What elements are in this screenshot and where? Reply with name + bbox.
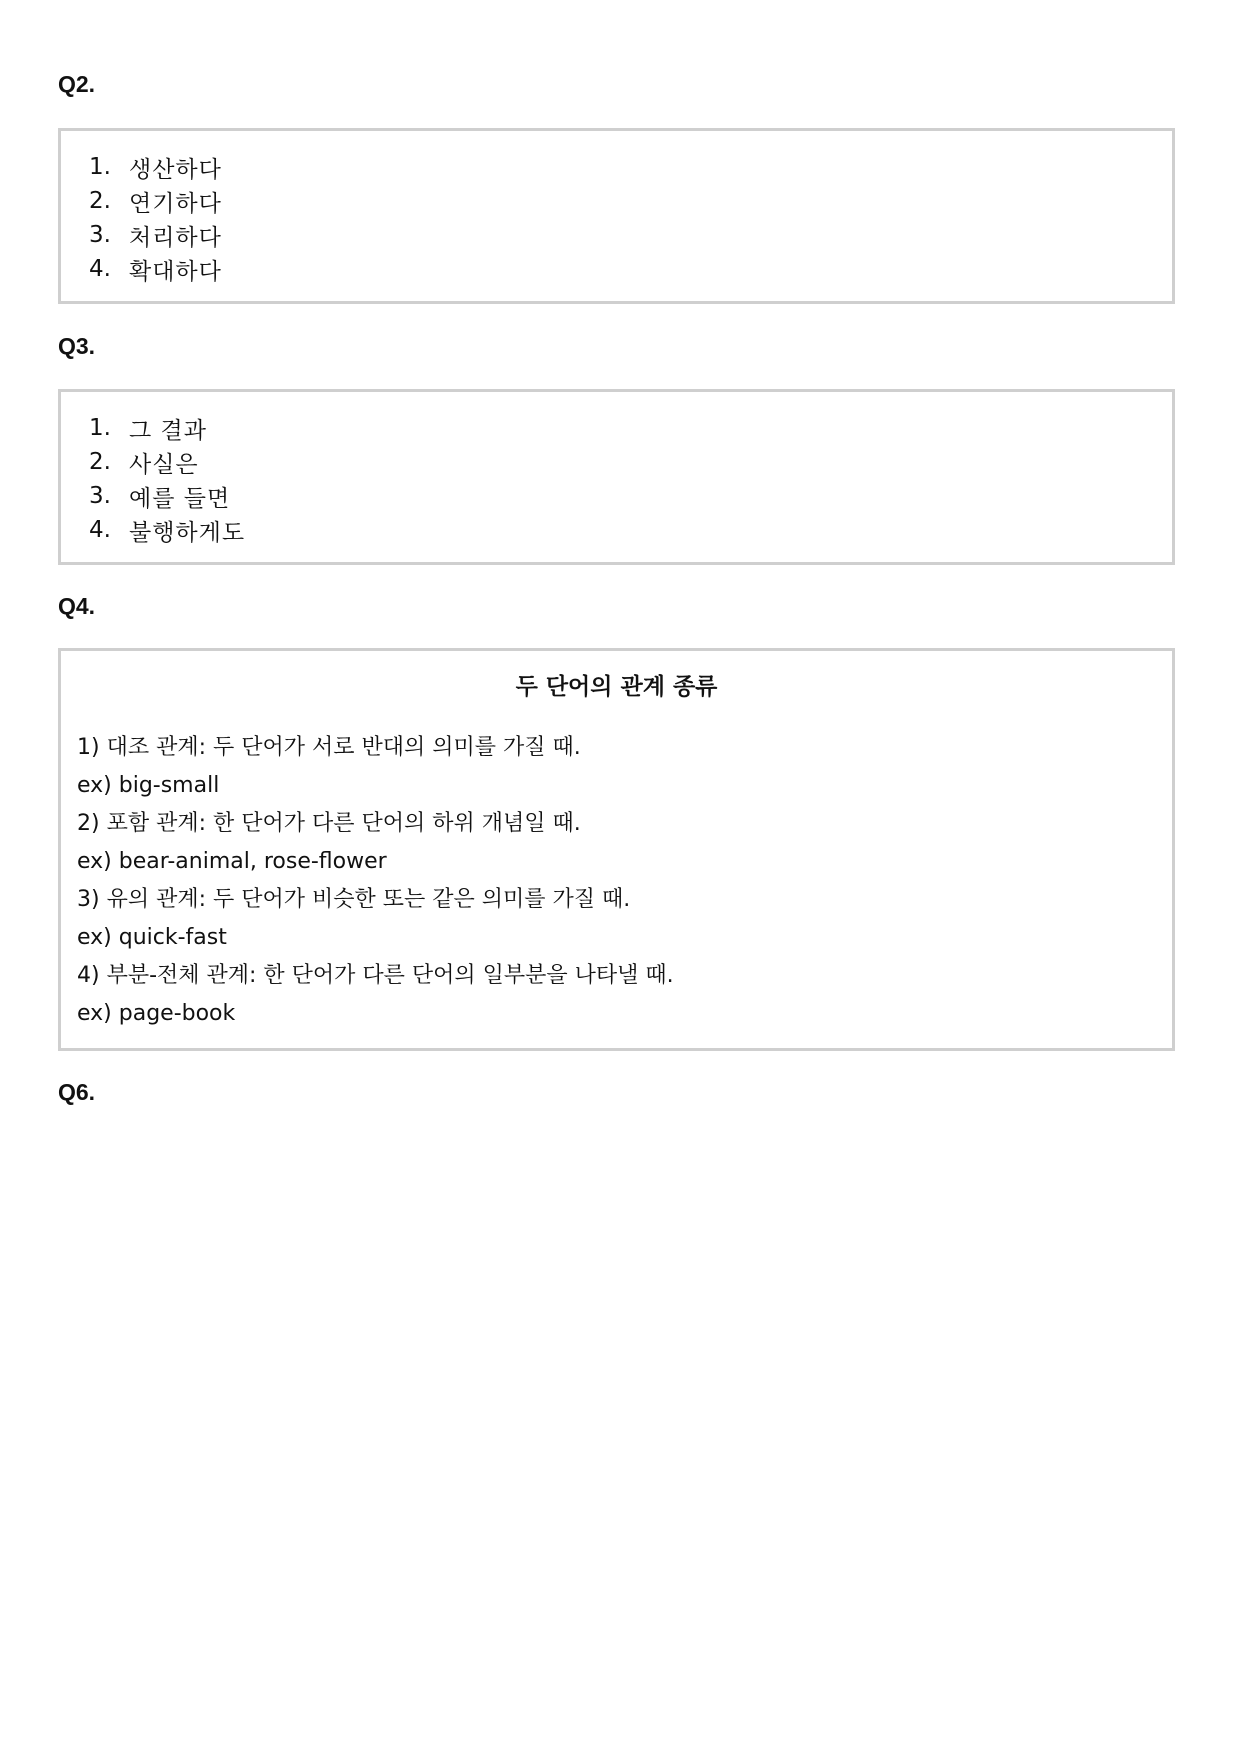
- q3-option-1: [89, 411, 245, 445]
- option-text: 생산하다: [129, 156, 222, 183]
- q3-options-list: [89, 411, 245, 547]
- q3-option-4: [89, 513, 245, 547]
- q3-heading: Q3.: [58, 333, 96, 359]
- option-number: 4.: [89, 517, 111, 543]
- example-line: ex) big-small: [77, 773, 220, 798]
- option-number: 4.: [89, 256, 111, 282]
- option-text: 그 결과: [129, 417, 207, 444]
- option-text: 처리하다: [129, 224, 222, 251]
- option-text: 예를 들면: [129, 485, 231, 512]
- option-number: 3.: [89, 222, 111, 248]
- option-number: 3.: [89, 483, 111, 509]
- option-text: 사실은: [129, 451, 199, 478]
- q3-option-2: [89, 445, 245, 479]
- relation-line: 4) 부분-전체 관계: 한 단어가 다른 단어의 일부분을 나타낼 때.: [77, 963, 674, 988]
- option-number: 2.: [89, 188, 111, 214]
- option-number: 1.: [89, 154, 111, 180]
- q3-options-box: [58, 389, 1175, 565]
- example-line: ex) quick-fast: [77, 925, 227, 950]
- relation-lines: [77, 731, 674, 1035]
- q2-options-box: [58, 128, 1175, 304]
- relation-line: 1) 대조 관계: 두 단어가 서로 반대의 의미를 가질 때.: [77, 735, 581, 760]
- option-text: 불행하게도: [129, 519, 246, 546]
- example-line: ex) page-book: [77, 1001, 236, 1026]
- option-number: 1.: [89, 415, 111, 441]
- q4-heading: Q4.: [58, 593, 96, 619]
- box-title: 두 단어의 관계 종류: [515, 674, 718, 700]
- option-text: 연기하다: [129, 190, 222, 217]
- option-text: 확대하다: [129, 258, 222, 285]
- example-line: ex) bear-animal, rose-flower: [77, 849, 387, 874]
- q6-heading: Q6.: [58, 1079, 96, 1105]
- word-relations-box: [58, 648, 1175, 1051]
- q2-option-1: [89, 150, 222, 184]
- q2-option-4: [89, 252, 222, 286]
- relation-line: 3) 유의 관계: 두 단어가 비슷한 또는 같은 의미를 가질 때.: [77, 887, 631, 912]
- q3-option-3: [89, 479, 245, 513]
- relation-line: 2) 포함 관계: 한 단어가 다른 단어의 하위 개념일 때.: [77, 811, 581, 836]
- q2-option-3: [89, 218, 222, 252]
- q2-heading: Q2.: [58, 71, 96, 97]
- q2-option-2: [89, 184, 222, 218]
- option-number: 2.: [89, 449, 111, 475]
- q2-options-list: [89, 150, 222, 286]
